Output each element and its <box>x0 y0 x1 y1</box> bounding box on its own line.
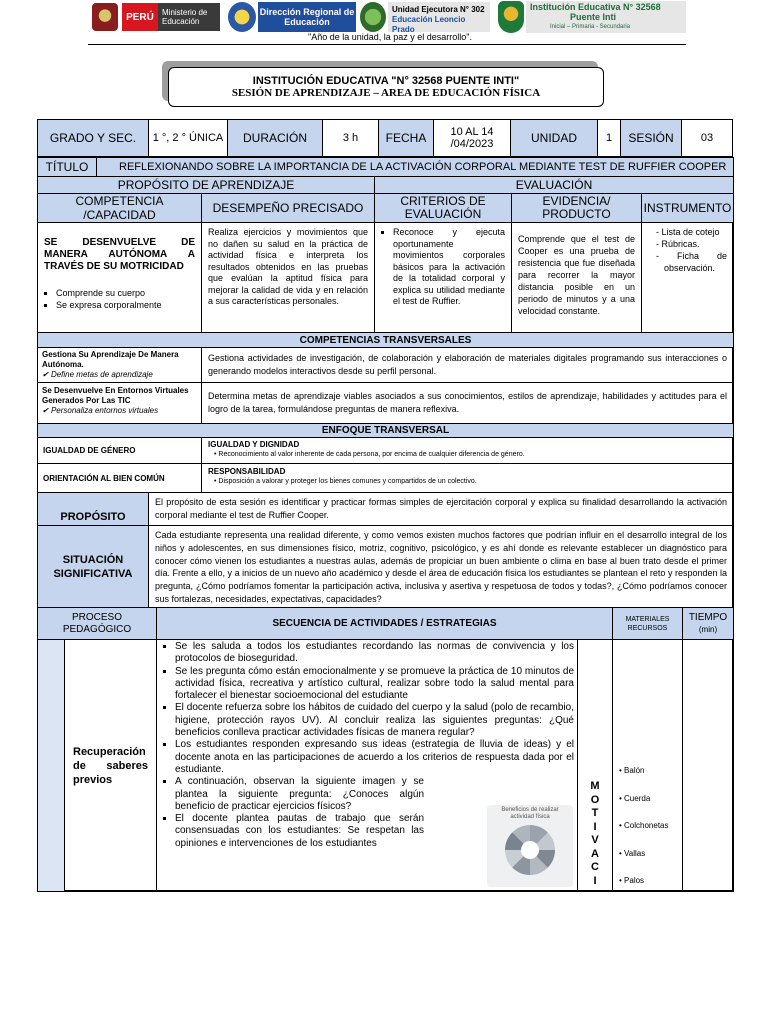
peru-logo: PERÚ <box>122 3 158 31</box>
situacion-label: SITUACIÓN SIGNIFICATIVA <box>37 525 149 608</box>
instrumento-item: - Ficha de observación. <box>664 250 727 274</box>
activity-item: ▪ Se les pregunta cómo están emocionalmente y se promueve la práctica de 10 minutos de actividad física, recreativa y artístico cultural, realizar sobre todo la salud mental para fortalecer el bienestar socioemocional del estudiante <box>175 666 574 703</box>
transversal-label-2 <box>37 382 202 424</box>
tiempo-header <box>682 607 734 640</box>
fecha-line2: /04/2023 <box>450 138 494 150</box>
ugel-emblem-icon <box>360 2 386 32</box>
enfoque-header: ENFOQUE TRANSVERSAL <box>37 423 734 438</box>
situacion-text: Cada estudiante representa una realidad diferente, y como vemos existen muchos factores que podrían influir en el desarrollo integral de los niños y adolescentes, en sus dimensiones físico, motriz, cognitivo, psicológico, y es ahí donde es relevante establecer un diagnóstico para conocer cómo vienen los estudiantes a nuestras aulas, además de propiciar un buen ambiente o clima en base al buen trato desde el primer día. Frente a ello, y a inicios de un nuevo año académico y desde el área de educación física los estudiantes se plantean el reto y responden la pregunta, ¿Cómo podríamos fomentar la participación activa, inclusiva y asertiva y respetuosa de todos y todas?, ¿Cómo podríamos conocer sus fortalezas, necesidades, expectativas, capacidades? <box>148 525 734 608</box>
activity-item: ▪ El docente refuerza sobre los hábitos de cuidado del cuerpo y la salud (polo de recambio, higiene, protección rayos UV). Al concluir realiza las siguientes preguntas: ¿Qué beneficios conlleva practicar actividades físicas de manera regular? <box>175 702 574 739</box>
transversal-sub: ✔ Define metas de aprendizaje <box>42 370 153 379</box>
beneficios-caption: Beneficios de realizar actividad física <box>501 807 559 820</box>
ugel-logo <box>388 2 490 32</box>
main-table <box>37 157 733 891</box>
recuperacion-label: Recuperación de saberes previos <box>64 639 157 892</box>
proposito-aprendizaje-header: PROPÓSITO DE APRENDIZAJE <box>37 176 375 194</box>
sesion-label: SESIÓN <box>620 119 682 157</box>
enfoque-item: • Reconocimiento al valor inherente de cada persona, por encima de cualquier diferencia de género. <box>214 451 525 458</box>
title-line2: SESIÓN DE APRENDIZAJE – AREA DE EDUCACIÓN FÍSICA <box>231 87 541 99</box>
transversal-label-text: Gestiona Su Aprendizaje De Manera Autónoma. <box>42 350 179 369</box>
motivacion-vertical <box>577 639 613 892</box>
materiales-cell <box>612 639 683 892</box>
instrumento-item: - Rúbricas. <box>664 238 727 250</box>
tiempo-cell <box>682 639 734 892</box>
material-text: Balón <box>624 766 645 775</box>
enfoque-value-2 <box>201 463 734 493</box>
grado-label: GRADO Y SEC. <box>37 119 149 157</box>
transversal-sub-text: Personaliza entornos virtuales <box>50 406 159 415</box>
unidad-label: UNIDAD <box>510 119 598 157</box>
tiempo-unit: (min) <box>698 624 718 634</box>
activity-item-text: El docente plantea pautas de trabajo que serán consensuadas con los estudiantes: Se respetan las opiniones e intervenciones de los estudiantes <box>175 813 424 849</box>
secuencia-header: SECUENCIA DE ACTIVIDADES / ESTRATEGIAS <box>156 607 613 640</box>
materiales-header: MATERIALES RECURSOS <box>612 607 683 640</box>
fecha-label: FECHA <box>378 119 434 157</box>
material-item: • Palos <box>619 876 645 885</box>
enfoque-item-text: Reconocimiento al valor inherente de cada persona, por encima de cualquier diferencia de género. <box>218 451 525 458</box>
competencia-cell <box>37 222 202 333</box>
dre-emblem-icon <box>228 2 256 32</box>
evidencia-cell: Comprende que el test de Cooper es una prueba de resistencia que fue diseñada para recorrer la mayor distancia posible en un periodo de minutos y a una velocidad constante. <box>511 222 642 333</box>
wheel-center-icon <box>521 841 539 859</box>
recuperacion-activities <box>156 639 578 892</box>
ie-shield-icon <box>498 1 524 33</box>
material-item: • Colchonetas <box>619 821 669 830</box>
transversal-text-2: Determina metas de aprendizaje viables asociados a sus conocimientos, estilos de aprendizaje, habilidades y actitudes para el logro de la tarea, formulándose preguntas de manera reflexiva. <box>201 382 734 424</box>
transversal-sub-text: Define metas de aprendizaje <box>50 370 153 379</box>
instrumento-item: - Lista de cotejo <box>664 226 727 238</box>
minedu-logo: Ministerio de Educación <box>158 3 220 31</box>
enfoque-item: • Disposición a valorar y proteger los bienes comunes y compartidos de un colectivo. <box>214 478 477 485</box>
transversal-label-1 <box>37 347 202 383</box>
vertical-letter: O <box>590 793 600 806</box>
col-competencia: COMPETENCIA /CAPACIDAD <box>37 193 202 223</box>
activity-item-text: A continuación, observan la siguiente imagen y se plantea la siguiente pregunta: ¿Conoces algún beneficio de practicar ejercicios físicos? <box>175 776 424 812</box>
vertical-letter: C <box>591 861 599 873</box>
fecha-line1: 10 AL 14 <box>450 126 494 138</box>
vertical-letter: M <box>590 780 600 792</box>
transversales-header: COMPETENCIAS TRANSVERSALES <box>37 332 734 348</box>
vertical-letter: V <box>591 834 599 846</box>
enfoque-value-1 <box>201 437 734 464</box>
criterio-item: ▪ Reconoce y ejecuta oportunamente movimientos corporales básicos para la activación de la totalidad corporal y explica su utilidad mediante el test de Ruffier. <box>393 227 505 308</box>
enfoque-label-1: IGUALDAD DE GÉNERO <box>37 437 202 464</box>
col-criterios: CRITERIOS DE EVALUACIÓN <box>374 193 512 223</box>
grado-value: 1 °, 2 ° ÚNICA <box>148 119 228 157</box>
vertical-letter: I <box>593 820 597 833</box>
vertical-label <box>578 780 612 888</box>
title-line1: INSTITUCIÓN EDUCATIVA "N° 32568 PUENTE INTI" <box>252 75 520 87</box>
ugel-line2: Educación Leoncio Prado <box>392 15 466 34</box>
instrumento-cell <box>641 222 734 333</box>
proceso-header: PROCESO PEDAGÓGICO <box>37 607 157 640</box>
capacidades-list <box>44 287 195 311</box>
tiempo-label: TIEMPO <box>688 611 728 623</box>
vertical-letter: A <box>591 847 599 860</box>
desempeno-cell: Realiza ejercicios y movimientos que no dañen su salud en la práctica de actividad física e interpreta los resultados obtenidos en las pruebas que evalúan la aptitud física para mejorar la calidad de vida y en relación a sus características personales. <box>201 222 375 333</box>
material-text: Vallas <box>624 848 646 858</box>
vertical-letter: T <box>591 807 599 819</box>
enfoque-label-2: ORIENTACIÓN AL BIEN COMÚN <box>37 463 202 493</box>
col-evidencia: EVIDENCIA/ PRODUCTO <box>511 193 642 223</box>
capacidad-item: ▪ Se expresa corporalmente <box>56 299 195 311</box>
col-instrumento: INSTRUMENTO <box>641 193 734 223</box>
enfoque-item-text: Disposición a valorar y proteger los bienes comunes y compartidos de un colectivo. <box>218 478 477 485</box>
col-desempeno: DESEMPEÑO PRECISADO <box>201 193 375 223</box>
ie-line1: Institución Educativa N° 32568 <box>530 2 661 12</box>
titulo-label: TÍTULO <box>37 157 97 177</box>
proposito-text: El propósito de esta sesión es identificar y practicar formas simples de ejercitación corporal y explica su finalidad desarrollando la activación corporal mediante el test de Ruffier Cooper. <box>148 492 734 526</box>
title-box <box>168 67 604 107</box>
beneficios-image <box>487 805 573 887</box>
header-logo-bar <box>90 0 688 34</box>
material-text: Palos <box>624 876 645 885</box>
ie-line2: Puente Inti <box>570 12 617 22</box>
header-divider <box>88 44 686 45</box>
ie-line3: Inicial – Primaria - Secundaria <box>550 24 631 30</box>
material-text: Colchonetas <box>624 821 669 830</box>
instrumentos-list <box>654 226 727 274</box>
ie-logo <box>526 1 686 33</box>
duracion-label: DURACIÓN <box>227 119 323 157</box>
transversal-sub: ✔ Personaliza entornos virtuales <box>42 406 159 415</box>
duracion-value: 3 h <box>322 119 379 157</box>
titulo-value: REFLEXIONANDO SOBRE LA IMPORTANCIA DE LA ACTIVACIÓN CORPORAL MEDIANTE TEST DE RUFFIER COOPER <box>96 157 734 177</box>
vertical-letter: I <box>593 874 597 887</box>
enfoque-title: RESPONSABILIDAD <box>208 467 286 476</box>
activity-item: ▪ Se les saluda a todos los estudiantes recordando las normas de convivencia y los protocolos de bioseguridad. <box>175 641 574 666</box>
enfoque-title: IGUALDAD Y DIGNIDAD <box>208 440 300 449</box>
unidad-value: 1 <box>597 119 621 157</box>
material-text: Cuerda <box>624 793 651 803</box>
ugel-line1: Unidad Ejecutora N° 302 <box>392 5 485 14</box>
peru-shield-icon <box>92 3 118 31</box>
info-row <box>37 119 733 157</box>
competencia-title: SE DESENVUELVE DE MANERA AUTÓNOMA A TRAVÉS DE SU MOTRICIDAD <box>44 237 195 272</box>
criterios-list <box>381 227 505 308</box>
sesion-value: 03 <box>681 119 733 157</box>
proceso-side-strip <box>37 639 65 892</box>
dre-logo: Dirección Regional de Educación <box>258 2 356 32</box>
criterios-cell <box>374 222 512 333</box>
material-item: • Vallas <box>619 848 646 858</box>
header-motto: "Año de la unidad, la paz y el desarrollo". <box>308 32 472 42</box>
transversal-text-1: Gestiona actividades de investigación, de colaboración y elaboración de materiales digitales programando sus interacciones o generando modelos interactivos desde su perfil personal. <box>201 347 734 383</box>
proposito-label: PROPÓSITO <box>37 492 149 526</box>
fecha-value <box>433 119 511 157</box>
transversal-label-text: Se Desenvuelve En Entornos Virtuales Generados Por Las TIC <box>42 386 189 405</box>
capacidad-item: ▪ Comprende su cuerpo <box>56 287 195 299</box>
material-item: • Balón <box>619 766 645 775</box>
evaluacion-header: EVALUACIÓN <box>374 176 734 194</box>
activity-item: ▪ Los estudiantes responden expresando sus ideas (estrategia de lluvia de ideas) y el docente anota en las participaciones de acuerdo a los criterios de respuesta dada por el estudiante. <box>175 739 574 776</box>
material-item: • Cuerda <box>619 793 651 803</box>
